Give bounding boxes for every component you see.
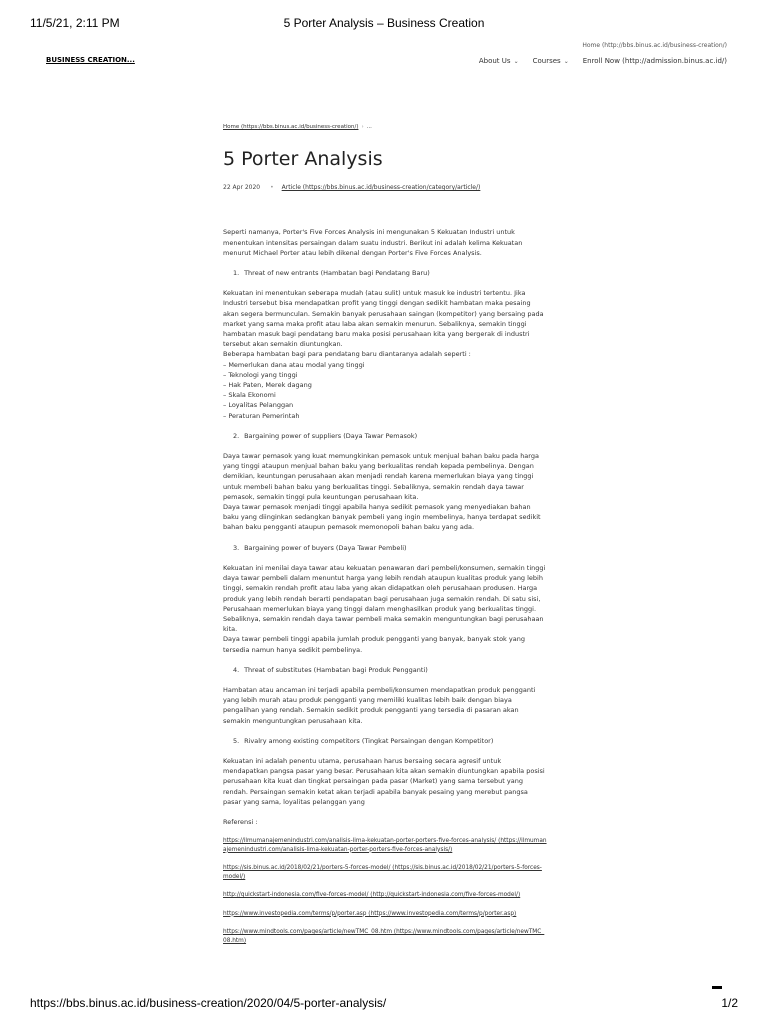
reference-link[interactable]: http://quickstart-indonesia.com/five-forces-model/ (http://quickstart-indonesia.com/five-forces-model/) bbox=[223, 892, 521, 899]
references-label: Referensi : bbox=[223, 817, 258, 826]
reference-item bbox=[223, 864, 547, 881]
body-line: Kekuatan ini menilai daya tawar atau kekuatan penawaran dari pembeli/konsumen, semakin tinggi daya tawar pembeli dalam menuntut harga yang lebih rendah ataupun kualitas produk yang lebih tinggi, semakin rendah profit atau laba yang akan didapatkan oleh perusahaan produsen. Harga produk yang lebih rendah berarti pendapatan bagi perusahaan juga semakin rendah. Di satu sisi, Perusahaan memerlukan biaya yang tinggi dalam menghasilkan produk yang berkualitas tinggi. Sebaliknya, semakin rendah daya tawar pembeli maka semakin menguntungkan bagi perusahaan kita. bbox=[223, 563, 546, 634]
section-heading: Threat of new entrants (Hambatan bagi Pendatang Baru) bbox=[244, 269, 430, 278]
section-body bbox=[223, 563, 547, 655]
nav-about-label: About Us bbox=[478, 57, 511, 65]
list-number: 2. bbox=[233, 431, 240, 440]
chevron-down-icon: ⌄ bbox=[563, 58, 569, 65]
body-line: Kekuatan ini menentukan seberapa mudah (atau sulit) untuk masuk ke industri tertentu. Jika Industri tersebut bisa mendapatkan profit yang tinggi dengan sedikit hambatan maka pesaing akan segera bermunculan. Semakin banyak perusahaan saingan (kompetitor) yang bersaing pada market yang sama maka profit atau laba akan semakin menurun. Sebaliknya, semakin tinggi hambatan masuk bagi pendatang baru maka posisi perusahaan kita yang bergerak di industri tersebut akan semakin diuntungkan. bbox=[223, 289, 544, 349]
list-item-heading bbox=[223, 665, 547, 675]
print-footer-url: https://bbs.binus.ac.id/business-creation/2020/04/5-porter-analysis/ bbox=[30, 996, 387, 1010]
section-body bbox=[223, 288, 547, 421]
nav-item-about[interactable] bbox=[479, 57, 519, 65]
section-heading: Bargaining power of suppliers (Daya Tawar Pemasok) bbox=[244, 431, 418, 440]
section-body bbox=[223, 451, 547, 533]
list-number: 1. bbox=[233, 269, 240, 278]
body-line: Hambatan atau ancaman ini terjadi apabila pembeli/konsumen mendapatkan produk pengganti yang lebih murah atau produk pengganti yang memiliki kualitas lebih baik dengan biaya pengalihan yang rendah. Semakin sedikit produk pengganti yang tersedia di pasaran akan semakin menguntungkan perusahaan kita. bbox=[223, 685, 536, 725]
reference-item bbox=[223, 837, 547, 854]
breadcrumb-home-link[interactable]: Home (https://bbs.binus.ac.id/business-creation/) bbox=[223, 124, 359, 130]
body-line: – Skala Ekonomi bbox=[223, 391, 276, 400]
body-line: Daya tawar pemasok menjadi tinggi apabila hanya sedikit pemasok yang menyediakan bahan baku yang diinginkan sedangkan banyak pembeli yang ingin membelinya, hanya terdapat sedikit bahan baku pengganti ataupun pemasok memonopoli bahan baku yang ada. bbox=[223, 503, 541, 532]
topbar-home-link[interactable]: Home (http://bbs.binus.ac.id/business-creation/) bbox=[582, 42, 727, 49]
body-line: Daya tawar pembeli tinggi apabila jumlah produk pengganti yang banyak, banyak stok yang tersedia namun hanya sedikit pembelinya. bbox=[223, 635, 525, 654]
section-body bbox=[223, 756, 547, 807]
section-heading: Bargaining power of buyers (Daya Tawar Pembeli) bbox=[244, 543, 407, 552]
breadcrumb bbox=[223, 122, 547, 132]
section-heading: Threat of substitutes (Hambatan bagi Produk Pengganti) bbox=[244, 665, 428, 674]
list-number: 3. bbox=[233, 543, 240, 552]
article-meta bbox=[223, 183, 547, 193]
body-line: – Memerlukan dana atau modal yang tinggi bbox=[223, 360, 365, 369]
print-page-number: 1/2 bbox=[721, 996, 738, 1010]
breadcrumb-current: ... bbox=[366, 124, 372, 130]
print-header bbox=[30, 16, 738, 32]
article-content bbox=[223, 122, 547, 945]
reference-link[interactable]: https://www.investopedia.com/terms/p/porter.asp (https://www.investopedia.com/terms/p/porter.asp) bbox=[223, 910, 517, 917]
nav-courses-label: Courses bbox=[532, 57, 561, 65]
body-line: Kekuatan ini adalah penentu utama, perusahaan harus bersaing secara agresif untuk mendapatkan pangsa pasar yang besar. Perusahaan kita akan semakin diuntungkan apabila posisi perusahaan kita kuat dan tingkat persaingan pada pasar (Market) yang sama tersebut yang rendah. Persaingan semakin ketat akan terjadi apabila banyak pesaing yang merebut pangsa pasar yang sama, loyalitas pelanggan yang bbox=[223, 756, 545, 806]
print-timestamp: 11/5/21, 2:11 PM bbox=[30, 16, 120, 30]
print-document-title: 5 Porter Analysis – Business Creation bbox=[283, 16, 485, 30]
list-item-heading bbox=[223, 431, 547, 441]
section-heading: Rivalry among existing competitors (Tingkat Persaingan dengan Kompetitor) bbox=[244, 736, 494, 745]
reference-link[interactable]: https://www.mindtools.com/pages/article/newTMC_08.htm (https://www.mindtools.com/pages/article/newTMC_08.htm) bbox=[223, 929, 545, 944]
intro-paragraph: Seperti namanya, Porter's Five Forces Analysis ini mengunakan 5 Kekuatan Industri untuk menentukan intensitas persaingan dalam suatu industri. Berikut ini adalah kelima Kekuatan menurut Michael Porter atau lebih dikenal dengan Porter's Five Forces Analysis. bbox=[223, 228, 523, 257]
section-body bbox=[223, 685, 547, 726]
list-item-heading bbox=[223, 268, 547, 278]
list-item-heading bbox=[223, 543, 547, 553]
post-date: 22 Apr 2020 bbox=[223, 184, 261, 192]
breadcrumb-separator-icon: › bbox=[361, 124, 364, 130]
site-brand-link[interactable]: BUSINESS CREATION... bbox=[46, 56, 135, 64]
body-line: – Hak Paten, Merek dagang bbox=[223, 381, 312, 390]
body-line: Daya tawar pemasok yang kuat memungkinkan pemasok untuk menjual bahan baku pada harga yang tinggi ataupun menjual bahan baku yang berkualitas rendah kepada pembelinya. Dengan demikian, keuntungan perusahaan akan menjadi rendah karena memerlukan biaya yang tinggi untuk membeli bahan baku yang berkualitas tinggi. Sebaliknya, semakin rendah daya tawar pemasok, semakin tinggi pula keuntungan perusahaan kita. bbox=[223, 452, 539, 501]
list-item-heading bbox=[223, 736, 547, 746]
body-line: Beberapa hambatan bagi para pendatang baru diantaranya adalah seperti : bbox=[223, 350, 471, 359]
nav-item-enroll[interactable]: Enroll Now (http://admission.binus.ac.id/) bbox=[582, 57, 727, 65]
body-line: – Loyalitas Pelanggan bbox=[223, 401, 294, 410]
separator-dot-icon: • bbox=[270, 184, 274, 192]
list-number: 5. bbox=[233, 736, 240, 745]
body-line: – Teknologi yang tinggi bbox=[223, 370, 298, 379]
reference-link[interactable]: https://sis.binus.ac.id/2018/02/21/porters-5-forces-model/ (https://sis.binus.ac.id/2018/02/21/porters-5-forces-model/) bbox=[223, 865, 542, 880]
reference-item bbox=[223, 928, 547, 945]
list-number: 4. bbox=[233, 665, 240, 674]
reference-item bbox=[223, 891, 547, 900]
category-link[interactable]: Article (https://bbs.binus.ac.id/business-creation/category/article/) bbox=[281, 184, 481, 192]
main-nav bbox=[479, 57, 727, 65]
page-title: 5 Porter Analysis bbox=[223, 148, 383, 171]
scroll-indicator-icon bbox=[712, 986, 722, 989]
body-line: – Peraturan Pemerintah bbox=[223, 411, 300, 420]
nav-item-courses[interactable] bbox=[533, 57, 569, 65]
reference-item bbox=[223, 910, 547, 919]
chevron-down-icon: ⌄ bbox=[513, 58, 519, 65]
reference-link[interactable]: https://ilmumanajemenindustri.com/analisis-lima-kekuatan-porter-porters-five-forces-analysis/ (https://ilmumanajemenindustri.com/analisis-lima-kekuatan-porter-porters-five-forces-analysis/) bbox=[223, 838, 547, 853]
print-footer bbox=[30, 996, 738, 1012]
